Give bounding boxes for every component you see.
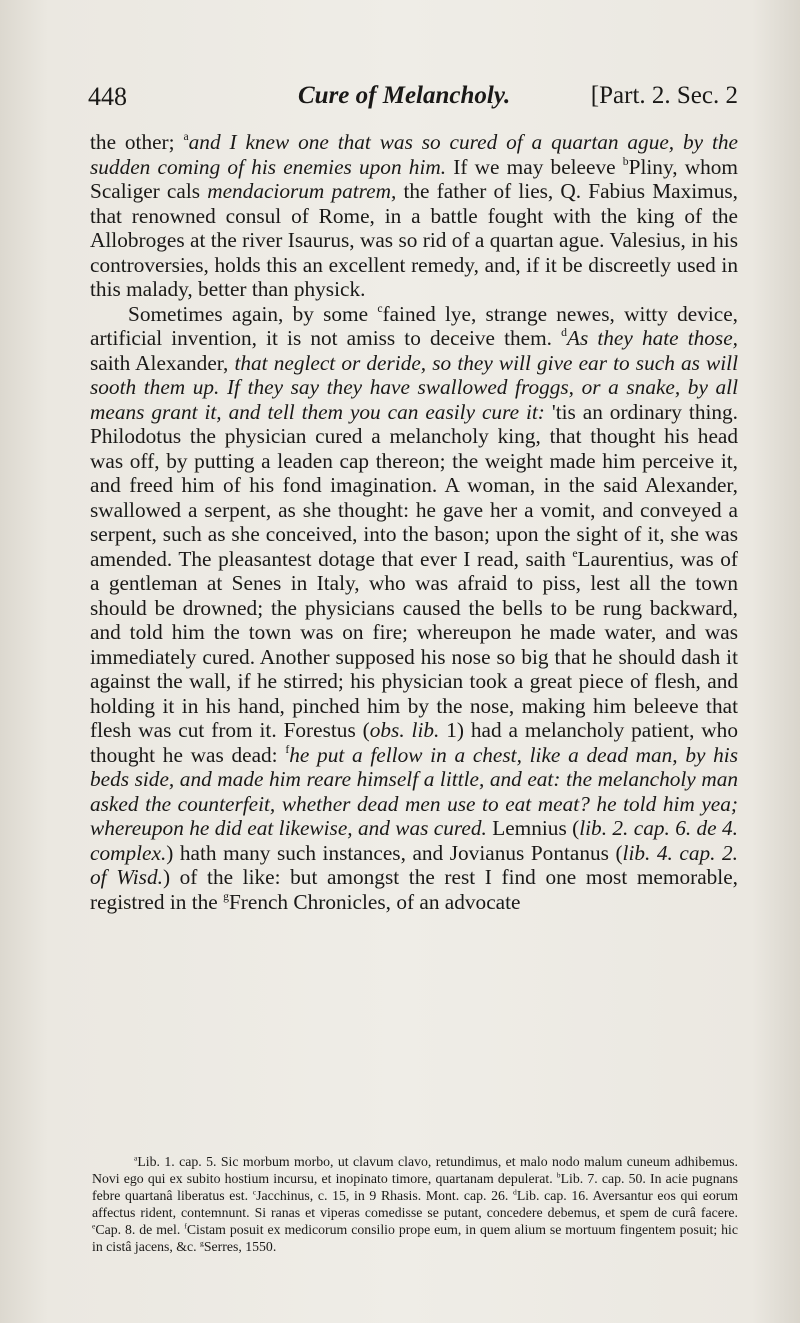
text-run: Lemnius (	[486, 816, 580, 840]
footnote-d: Lib. cap. 16. Aversantur eos qui eorum affectus rident, contemnunt. Si ranas et viperas comedisse se putant, concedere debemus, et spem de curâ facere.	[92, 1188, 739, 1220]
text-run: fained lye, strange newes, witty device, artificial invention, it is not amiss to deceive them.	[90, 301, 738, 350]
note-mark: a	[134, 1153, 138, 1163]
running-title: Cure of Melancholy.	[298, 82, 511, 109]
note-mark: d	[513, 1187, 517, 1197]
text-run-italic: mendaciorum patrem,	[207, 179, 397, 203]
note-mark: f	[184, 1221, 187, 1231]
text-run: French Chronicles, of an advocate	[228, 889, 521, 914]
text-run: the other;	[90, 130, 184, 154]
note-mark: g	[200, 1238, 204, 1248]
text-run: ) hath many such instances, and Jovianus Pontanus (	[166, 840, 623, 865]
text-run: 1)	[439, 718, 464, 742]
body-text	[90, 130, 738, 914]
text-run: saith Alexander,	[90, 350, 235, 375]
footnote-block	[92, 1153, 738, 1255]
text-run: the father of lies, Q. Fabius Maximus, that renowned consul of Rome, in a battle fought with the king of the Allobroges at the river Isaurus, was so rid of a quartan ague. Valesius, in his controversies, holds this an excellent remedy, and, if it be discreetly used in this malady, better than physick.	[90, 179, 738, 301]
text-run-italic: and I knew one that was so cured of a quartan ague, by the sudden coming of his enemies upon him.	[90, 130, 739, 179]
paragraph	[90, 130, 738, 302]
note-mark: f	[285, 742, 290, 756]
footnote-a: Lib. 1. cap. 5. Sic morbum morbo, ut clavum clavo, retundimus, et malo nodo malum cuneum adhibemus. Novi ego qui ex subito hostium incursu, et inopinato timore, quartanam depulerat.	[92, 1154, 738, 1186]
text-run-italic: lib. 4. cap. 2. of Wisd.	[90, 840, 738, 889]
note-mark: e	[572, 546, 578, 560]
note-mark: c	[252, 1187, 257, 1197]
note-mark: e	[92, 1221, 96, 1231]
text-run-italic: obs. lib.	[369, 718, 440, 742]
footnote-f: Cistam posuit ex medicorum consilio prope eum, in quem alium se mortuum fingentem posuit; hic in cistâ jacens, &c.	[92, 1222, 739, 1254]
text-run-italic: that neglect or deride, so they will give ear to such as will sooth them up. If they say they have swallowed froggs, or a snake, by all means grant it, and tell them you can easily cure it:	[90, 350, 738, 424]
page-number: 448	[88, 82, 127, 111]
footnote-g: Serres, 1550.	[203, 1239, 277, 1254]
footnote-c: Jacchinus, c. 15, in 9 Rhasis. Mont. cap. 26.	[256, 1188, 509, 1203]
running-head	[88, 82, 738, 116]
text-run: If we may beleeve	[446, 154, 623, 179]
note-mark: b	[622, 154, 629, 168]
footnotes	[92, 1153, 738, 1255]
text-run: Sometimes again, by some	[128, 301, 378, 326]
note-mark: b	[556, 1170, 561, 1180]
note-mark: a	[183, 130, 189, 144]
note-mark: g	[223, 889, 229, 903]
paragraph	[90, 302, 738, 915]
footnote-b: Lib. 7. cap. 50. In acie pugnans febre quartanâ liberatus est.	[92, 1171, 738, 1203]
text-run: had a melancholy patient, who thought he was dead:	[90, 718, 738, 767]
note-mark: c	[377, 301, 383, 315]
section-reference: [Part. 2. Sec. 2	[590, 82, 738, 109]
text-run-italic: As they hate those,	[566, 326, 738, 350]
text-run-italic: he put a fellow in a chest, like a dead man, by his beds side, and made him reare himself a little, and eat: the melancholy man asked the counterfeit, whether dead men use to eat meat? he told him yea; whereupon he did eat likewise, and was cured.	[90, 742, 738, 840]
text-run: ) of the like: but amongst the rest I find one most memorable, registred in the	[90, 865, 738, 914]
text-run-italic: lib. 2. cap. 6. de 4. complex.	[90, 816, 738, 865]
footnote-e: Cap. 8. de mel.	[95, 1222, 181, 1237]
text-run: Pliny, whom Scaliger cals	[90, 154, 738, 203]
text-run: 'tis an ordinary thing. Philodotus the physician cured a melancholy king, that thought his head was off, by putting a leaden cap thereon; the weight made him perceive it, and freed him of his fond imagination. A woman, in the said Alexander, swallowed a serpent, as she thought: he gave her a vomit, and conveyed a serpent, such as she conceived, into the bason; upon the sight of it, she was amended. The pleasantest dotage that ever I read, saith	[90, 399, 739, 571]
note-mark: d	[561, 326, 567, 340]
text-run: Laurentius, was of a gentleman at Senes in Italy, who was afraid to piss, lest all the town should be drowned; the physicians caused the bells to be rung backward, and told him the town was on fire; whereupon he made water, and was immediately cured. Another supposed his nose so big that he should dash it against the wall, if he stirred; his physician took a great piece of flesh, and holding it in his hand, pinched him by the nose, making him beleeve that flesh was cut from it. Forestus (	[90, 546, 738, 742]
